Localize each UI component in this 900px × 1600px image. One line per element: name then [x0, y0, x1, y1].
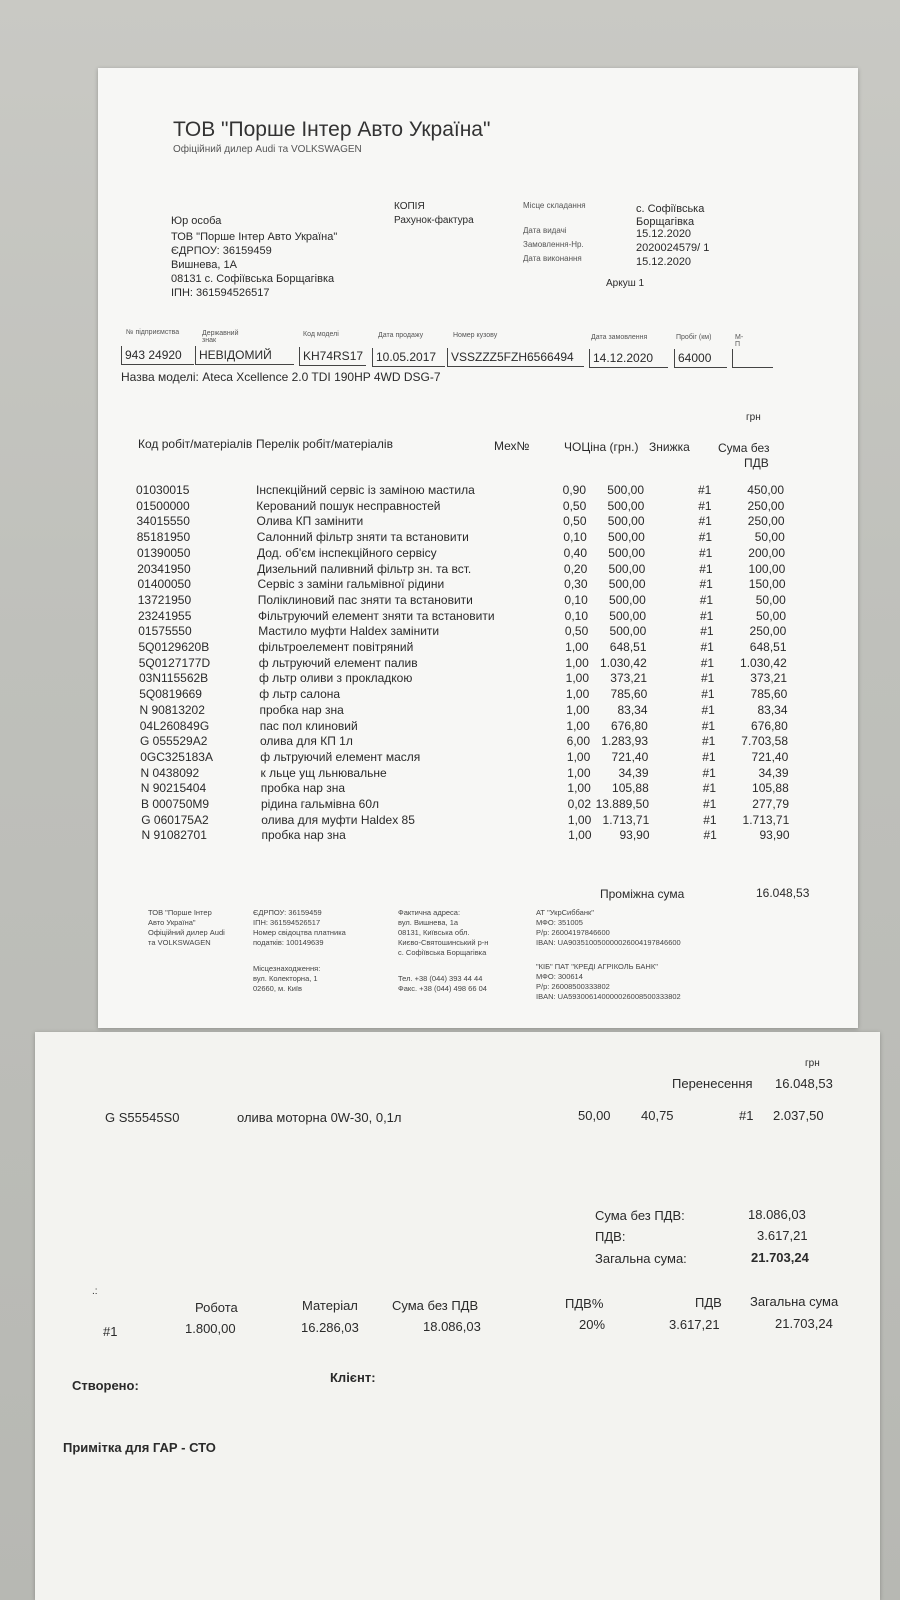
col-discount-header: Знижка: [649, 440, 690, 454]
summary-vatpct-header: ПДВ%: [565, 1296, 604, 1311]
order-label: Замовлення-Нр.: [523, 240, 584, 249]
item-qty: 0,50: [564, 624, 589, 639]
footer-line: Місцезнаходження:: [253, 964, 321, 973]
dots: .:: [92, 1286, 98, 1297]
item-code: N 90813202: [139, 702, 205, 717]
table-row: [98, 686, 858, 702]
item-qty: 1,00: [565, 640, 589, 654]
item-sum: 34,39: [758, 765, 789, 780]
item-price: 500,00: [608, 561, 646, 576]
legal-line: 08131 с. Софіївська Борщагівка: [171, 273, 335, 285]
item-price: 500,00: [609, 592, 646, 607]
item-name: рідина гальмівна 60л: [261, 797, 379, 811]
item-qty: 1,00: [565, 671, 589, 686]
item-qty: 0,40: [563, 545, 587, 560]
client-label: Клієнт:: [330, 1370, 376, 1385]
item-code: B 000750M9: [141, 797, 210, 811]
footer-registration: [253, 908, 346, 948]
table-row: [98, 576, 858, 592]
legal-details: [171, 230, 337, 300]
table-row: [98, 639, 858, 655]
footer-line: МФО: 300614: [536, 972, 583, 981]
item-name: Олива КП замінити: [256, 514, 364, 529]
item-price: 785,60: [610, 687, 648, 702]
table-row: [98, 482, 858, 498]
item-price: 500,00: [608, 545, 645, 560]
footer-bank-2: [536, 962, 681, 1002]
summary-material-header: Матеріал: [302, 1298, 358, 1313]
item-price: 676,80: [611, 718, 648, 733]
dealer-subtitle: Офіційний дилер Audi та VOLKSWAGEN: [173, 144, 362, 155]
model-code-value: KH74RS17: [299, 347, 366, 366]
currency-label: грн: [746, 412, 761, 423]
item-name: пробка нар зна: [260, 781, 346, 796]
footer-line: Р/р: 26008500333802: [536, 982, 610, 991]
summary-vatpct: 20%: [579, 1317, 606, 1332]
item-sum: 93,90: [759, 828, 790, 843]
item-qty: 1,00: [565, 687, 590, 702]
enterprise-no-value: 943 24920: [121, 346, 194, 365]
item-name: олива для муфти Haldex 85: [261, 812, 415, 827]
item-price: 721,40: [611, 749, 649, 764]
mileage-label: Пробіг (км): [676, 334, 712, 341]
item-mark: #1: [699, 592, 714, 607]
item-price: 83,34: [617, 702, 648, 717]
item-name: Салонний фільтр зняти та встановити: [256, 530, 469, 545]
item-mark: #1: [698, 530, 713, 545]
footer-line: Авто Україна": [148, 918, 196, 927]
item-name: Керований пошук несправностей: [256, 498, 441, 513]
item-sum: 785,60: [750, 687, 788, 702]
total-net-label: Сума без ПДВ:: [595, 1208, 685, 1223]
item-qty: 0,02: [567, 797, 591, 811]
item-mark: #1: [739, 1108, 754, 1123]
item-code: G S55545S0: [105, 1110, 180, 1125]
item-qty: 0,10: [563, 530, 587, 545]
total-grand-label: Загальна сума:: [595, 1251, 687, 1266]
mileage-value: 64000: [674, 349, 727, 368]
state-sign-value: НЕВІДОМИЙ: [195, 346, 294, 365]
place-label: Місце складання: [523, 201, 586, 210]
item-mark: #1: [698, 514, 712, 529]
item-qty: 6,00: [566, 734, 590, 749]
footer-line: 08131, Київська обл.: [398, 928, 470, 937]
footer-line: IBAN: UA593006140000026008500333802: [536, 992, 681, 1001]
item-qty: 0,90: [562, 483, 586, 497]
item-sum: 250,00: [749, 624, 787, 639]
item-mark: #1: [699, 561, 713, 576]
footer-line: Факс. +38 (044) 498 66 04: [398, 984, 487, 993]
item-mark: #1: [700, 640, 714, 654]
item-name: Сервіс з заміни гальмівної рідини: [257, 577, 445, 592]
order-date-label: Дата замовлення: [591, 334, 648, 341]
item-mark: #1: [701, 718, 716, 733]
item-name: Дизельний паливний фільтр зн. та вст.: [257, 561, 472, 576]
footer-line: Номер свідоцтва платника: [253, 928, 346, 937]
item-sum: 105,88: [752, 781, 789, 796]
item-price: 500,00: [609, 608, 646, 623]
item-mark: #1: [701, 687, 715, 702]
item-price: 1.283,93: [601, 734, 648, 749]
item-name: фільтроелемент повітряний: [258, 640, 414, 654]
table-row: [98, 623, 858, 639]
item-price: 40,75: [641, 1108, 674, 1123]
order-date-value: 14.12.2020: [589, 349, 668, 368]
item-mark: #1: [699, 545, 713, 560]
footer-contacts: [398, 974, 487, 994]
item-sum: 7.703,58: [741, 734, 788, 749]
footer-line: вул. Колекторна, 1: [253, 974, 318, 983]
col-mech-header: Мех№: [494, 439, 530, 453]
item-mark: #1: [700, 655, 715, 670]
item-mark: #1: [702, 749, 716, 764]
col-list-header: Перелік робіт/матеріалів: [256, 437, 393, 451]
item-code: N 90215404: [140, 781, 207, 796]
item-sum: 100,00: [748, 561, 786, 576]
item-sum: 50,00: [755, 592, 786, 607]
table-row: [98, 702, 858, 718]
item-sum: 373,21: [750, 671, 787, 686]
item-name: пас пол клиновий: [259, 718, 358, 733]
place-value: с. Софіївська Борщагівка: [636, 203, 705, 228]
copy-label: КОПІЯ: [394, 201, 425, 212]
currency-label-2: грн: [805, 1058, 820, 1069]
footer-line: ТОВ "Порше Інтер: [148, 908, 212, 917]
item-price: 13.889,50: [595, 797, 649, 811]
enterprise-no-label: № підприємства: [126, 329, 180, 336]
item-price: 500,00: [607, 514, 645, 529]
company-name: ТОВ "Порше Інтер Авто Україна": [173, 118, 491, 141]
footer-line: 02660, м. Київ: [253, 984, 302, 993]
summary-mark: #1: [103, 1324, 118, 1339]
item-code: 03N115562B: [139, 671, 209, 686]
model-code-label: Код моделі: [303, 331, 339, 338]
item-name: олива для КП 1л: [260, 734, 353, 749]
summary-total-header: Загальна сума: [750, 1294, 839, 1309]
table-row: [98, 529, 858, 545]
subtotal-label: Проміжна сума: [600, 887, 685, 901]
footer-line: "КІБ" ПАТ "КРЕДІ АГРІКОЛЬ БАНК": [536, 962, 658, 971]
item-code: 0GC325183A: [140, 749, 213, 764]
item-sum: 83,34: [757, 702, 788, 717]
item-price: 500,00: [609, 624, 647, 639]
item-name: олива моторна 0W-30, 0,1л: [237, 1110, 402, 1125]
exec-date-label: Дата виконання: [523, 254, 582, 263]
item-mark: #1: [698, 498, 712, 513]
item-code: 01500000: [136, 498, 190, 513]
item-name: Інспекційний сервіс із заміною мастила: [256, 483, 475, 497]
item-qty: 0,50: [562, 498, 587, 513]
item-code: G 055529A2: [140, 734, 208, 749]
table-row: [98, 812, 858, 828]
table-row: [98, 592, 858, 608]
summary-vat-header: ПДВ: [695, 1295, 722, 1310]
footer-line: податків: 100149639: [253, 938, 324, 947]
item-name: пробка нар зна: [261, 828, 346, 843]
item-code: N 91082701: [141, 828, 207, 843]
footer-line: Києво-Святошинський р-н: [398, 938, 489, 947]
footer-line: та VOLKSWAGEN: [148, 938, 211, 947]
doc-type: Рахунок-фактура: [394, 215, 474, 226]
item-qty: 1,00: [566, 702, 590, 717]
item-price: 34,39: [618, 765, 649, 780]
col-sum-header: Сума без: [718, 441, 770, 455]
item-qty: 0,10: [564, 592, 588, 607]
item-mark: #1: [702, 781, 717, 796]
table-row: [98, 780, 858, 796]
item-code: 04L260849G: [139, 718, 210, 733]
table-row: [98, 827, 858, 843]
legal-line: ІПН: 361594526517: [171, 287, 270, 299]
item-name: ф льтруючий елемент масля: [260, 749, 421, 764]
table-row: [98, 718, 858, 734]
footer-line: вул. Вишнева, 1а: [398, 918, 459, 927]
item-code: G 060175A2: [141, 812, 209, 827]
item-qty: 1,00: [565, 655, 589, 670]
item-name: Поліклиновий пас зняти та встановити: [257, 592, 473, 607]
item-price: 500,00: [607, 483, 644, 497]
item-code: 13721950: [137, 592, 192, 607]
footer-line: Р/р: 26004197846600: [536, 928, 610, 937]
table-row: [98, 561, 858, 577]
item-code: 01400050: [137, 577, 191, 592]
col-code-header: Код робіт/матеріалів: [138, 437, 253, 451]
summary-sum-header: Сума без ПДВ: [392, 1298, 479, 1313]
item-sum: 1.030,42: [740, 655, 787, 670]
table-row: [98, 749, 858, 765]
legal-line: ТОВ "Порше Інтер Авто Україна": [171, 231, 338, 243]
item-code: 20341950: [137, 561, 191, 576]
summary-sum: 18.086,03: [423, 1319, 481, 1334]
footer-address: [398, 908, 488, 958]
item-price: 105,88: [612, 781, 649, 796]
item-code: 01390050: [137, 545, 191, 560]
sheet-number: Аркуш 1: [606, 278, 645, 289]
summary-total: 21.703,24: [775, 1316, 833, 1331]
item-name: Фільтруючий елемент зняти та встановити: [258, 608, 495, 623]
item-name: пробка нар зна: [259, 702, 344, 717]
item-name: ф льтр оливи з прокладкою: [259, 671, 413, 686]
col-sum-header-2: ПДВ: [744, 456, 769, 470]
item-mark: #1: [700, 624, 714, 639]
total-vat-label: ПДВ:: [595, 1229, 626, 1244]
body-no-label: Номер кузову: [453, 332, 498, 339]
footer-line: Офіційний дилер Audi: [148, 928, 225, 937]
item-qty: 1,00: [567, 765, 591, 780]
mp-value: [732, 349, 773, 368]
carry-value: 16.048,53: [775, 1076, 833, 1091]
table-row: [98, 545, 858, 561]
item-sum: 1.713,71: [742, 812, 790, 827]
item-qty: 50,00: [578, 1108, 611, 1123]
item-qty: 0,30: [564, 577, 588, 592]
total-net-value: 18.086,03: [748, 1207, 806, 1222]
col-qty-price-header: ЧОЦіна (грн.): [564, 440, 639, 454]
footer-line: Фактична адреса:: [398, 908, 461, 917]
item-name: ф льтр салона: [259, 687, 341, 702]
item-name: ф льтруючий елемент палив: [258, 655, 418, 670]
item-price: 500,00: [608, 530, 645, 545]
table-row: [98, 513, 858, 529]
footer-line: МФО: 351005: [536, 918, 583, 927]
item-sum: 50,00: [754, 530, 785, 545]
item-code: 5Q0129620B: [138, 640, 210, 654]
item-sum: 250,00: [747, 514, 785, 529]
item-sum: 50,00: [755, 608, 786, 623]
item-code: 5Q0819669: [139, 687, 202, 702]
footer-company: [148, 908, 225, 948]
table-row: [98, 796, 858, 812]
item-sum: 676,80: [751, 718, 788, 733]
item-sum: 2.037,50: [773, 1108, 824, 1123]
item-sum: 200,00: [748, 545, 785, 560]
item-name: Дод. об'єм інспекційного сервісу: [257, 545, 437, 560]
item-price: 93,90: [619, 828, 650, 843]
footer-location: [253, 964, 320, 994]
item-mark: #1: [702, 765, 716, 780]
item-price: 1.713,71: [602, 812, 650, 827]
table-row: [98, 498, 858, 514]
item-qty: 1,00: [567, 781, 591, 796]
invoice-page-1: [98, 68, 858, 1028]
sale-date-value: 10.05.2017: [372, 348, 445, 367]
legal-line: Вишнева, 1А: [171, 259, 237, 271]
state-sign-label: Державний знак: [202, 330, 239, 344]
exec-date-value: 15.12.2020: [636, 256, 692, 268]
footer-line: с. Софіївська Борщагівка: [398, 948, 487, 957]
issue-date-value: 15.12.2020: [636, 228, 692, 240]
item-qty: 1,00: [567, 812, 592, 827]
item-mark: #1: [703, 828, 717, 843]
item-name: к льце ущ льнювальне: [260, 765, 387, 780]
subtotal-value: 16.048,53: [756, 886, 810, 900]
note-label: Примітка для ГАР - СТО: [63, 1440, 216, 1455]
summary-material: 16.286,03: [301, 1320, 359, 1335]
item-code: N 0438092: [140, 765, 200, 780]
item-sum: 250,00: [747, 498, 785, 513]
item-price: 1.030,42: [600, 655, 647, 670]
item-name: Мастило муфти Haldex замінити: [258, 624, 440, 639]
item-qty: 1,00: [566, 749, 591, 764]
sale-date-label: Дата продажу: [378, 332, 424, 339]
item-qty: 0,20: [563, 561, 588, 576]
item-code: 34015550: [136, 514, 190, 529]
carry-label: Перенесення: [672, 1076, 753, 1091]
item-sum: 721,40: [751, 749, 789, 764]
table-row: [98, 608, 858, 624]
summary-work-header: Робота: [195, 1300, 238, 1315]
footer-line: Тел. +38 (044) 393 44 44: [398, 974, 483, 983]
invoice-page-2: [35, 1032, 880, 1600]
item-price: 648,51: [609, 640, 647, 654]
item-price: 500,00: [607, 498, 645, 513]
model-name: Назва моделі: Ateca Xcellence 2.0 TDI 190HP 4WD DSG-7: [121, 370, 441, 384]
item-mark: #1: [698, 483, 712, 497]
body-no-value: VSSZZZ5FZH6566494: [447, 348, 584, 367]
item-mark: #1: [699, 577, 713, 592]
item-mark: #1: [703, 797, 717, 811]
summary-vat: 3.617,21: [669, 1317, 720, 1332]
footer-line: АТ "УкрСиббанк": [536, 908, 594, 917]
item-qty: 1,00: [566, 718, 590, 733]
legal-line: ЄДРПОУ: 36159459: [171, 245, 272, 257]
item-code: 01575550: [138, 624, 192, 639]
summary-work: 1.800,00: [185, 1321, 236, 1336]
item-qty: 0,10: [564, 608, 588, 623]
item-mark: #1: [701, 671, 715, 686]
table-row: [98, 670, 858, 686]
item-code: 85181950: [136, 530, 191, 545]
item-mark: #1: [700, 608, 714, 623]
order-value: 2020024579/ 1: [636, 242, 710, 254]
table-row: [98, 733, 858, 749]
legal-label: Юр особа: [171, 215, 222, 227]
item-qty: 1,00: [568, 828, 592, 843]
table-row: [98, 765, 858, 781]
item-code: 01030015: [136, 483, 190, 497]
mp-label: М-П: [735, 334, 744, 348]
table-row: [98, 655, 858, 671]
issue-date-label: Дата видачі: [523, 226, 567, 235]
footer-line: ЄДРПОУ: 36159459: [253, 908, 322, 917]
item-sum: 277,79: [752, 797, 789, 811]
footer-bank-1: [536, 908, 681, 948]
item-mark: #1: [703, 812, 717, 827]
item-mark: #1: [701, 702, 715, 717]
footer-line: IBAN: UA903510050000026004197846600: [536, 938, 681, 947]
footer-line: ІПН: 361594526517: [253, 918, 321, 927]
item-sum: 450,00: [747, 483, 784, 497]
created-label: Створено:: [72, 1378, 139, 1393]
total-vat-value: 3.617,21: [757, 1228, 808, 1243]
item-code: 23241955: [138, 608, 192, 623]
item-price: 500,00: [608, 577, 646, 592]
item-qty: 0,50: [563, 514, 587, 529]
item-price: 373,21: [610, 671, 647, 686]
item-sum: 648,51: [749, 640, 787, 654]
item-sum: 150,00: [748, 577, 786, 592]
total-grand-value: 21.703,24: [751, 1250, 809, 1265]
item-code: 5Q0127177D: [138, 655, 211, 670]
item-mark: #1: [702, 734, 716, 749]
